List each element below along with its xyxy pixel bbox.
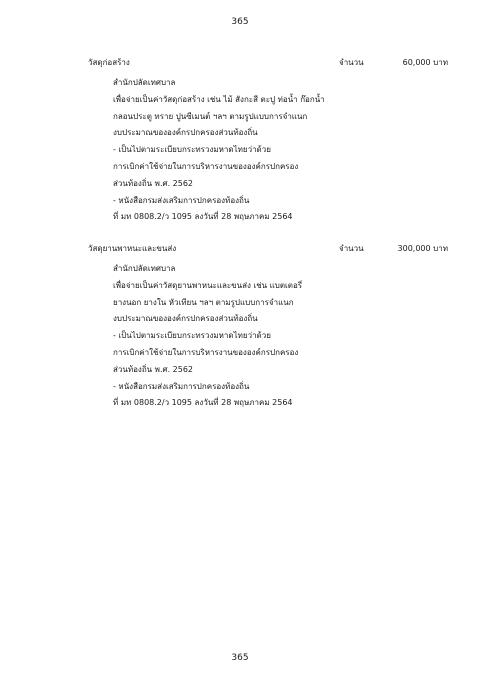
description-line: - หนังสือกรมส่งเสริมการปกครองท้องถิ่น <box>113 195 250 205</box>
description-line: เพื่อจ่ายเป็นค่าวัสดุก่อสร้าง เช่น ไม้ สังกะสี ตะปู ท่อน้ำ ก๊อกน้ำ <box>113 94 325 104</box>
description-line: เพื่อจ่ายเป็นค่าวัสดุยานพาหนะและขนส่ง เช่น แบตเตอรี่ <box>113 280 303 290</box>
description-line: งบประมาณขององค์กรปกครองส่วนท้องถิ่น <box>113 128 258 138</box>
item-amount: 60,000 บาท <box>402 58 448 67</box>
item-amount: 300,000 บาท <box>397 244 448 253</box>
budget-item-construction-materials <box>88 56 448 226</box>
description-line: ส่วนท้องถิ่น พ.ศ. 2562 <box>113 178 194 188</box>
description-line: ที่ มท 0808.2/ว 1095 ลงวันที่ 28 พฤษภาคม 2564 <box>113 212 293 222</box>
item-description <box>113 261 448 412</box>
description-line: สำนักปลัดเทศบาล <box>113 78 176 87</box>
page-number-top: 365 <box>231 17 249 27</box>
description-line: ที่ มท 0808.2/ว 1095 ลงวันที่ 28 พฤษภาคม 2564 <box>113 398 293 408</box>
item-title: วัสดุก่อสร้าง <box>88 58 130 67</box>
description-line: ส่วนท้องถิ่น พ.ศ. 2562 <box>113 364 194 374</box>
item-title: วัสดุยานพาหนะและขนส่ง <box>88 244 177 253</box>
item-header <box>88 242 448 256</box>
description-line: ยางนอก ยางใน หัวเทียน ฯลฯ ตามรูปแบบการจำแนก <box>113 297 294 307</box>
description-line: สำนักปลัดเทศบาล <box>113 264 176 273</box>
description-line: - เป็นไปตามระเบียบกระทรวงมหาดไทยว่าด้วย <box>113 145 271 155</box>
description-line: การเบิกค่าใช้จ่ายในการบริหารงานขององค์กรปกครอง <box>113 161 299 171</box>
description-line: - เป็นไปตามระเบียบกระทรวงมหาดไทยว่าด้วย <box>113 331 271 341</box>
item-description <box>113 75 448 226</box>
item-header <box>88 56 448 70</box>
description-line: การเบิกค่าใช้จ่ายในการบริหารงานขององค์กรปกครอง <box>113 347 299 357</box>
quantity-label: จำนวน <box>339 244 364 253</box>
page-number-bottom: 365 <box>231 653 249 663</box>
quantity-label: จำนวน <box>339 58 364 67</box>
description-line: กลอนประตู ทราย ปูนซีเมนต์ ฯลฯ ตามรูปแบบการจำแนก <box>113 111 308 121</box>
description-line: งบประมาณขององค์กรปกครองส่วนท้องถิ่น <box>113 314 258 324</box>
budget-item-vehicle-materials <box>88 242 448 412</box>
description-line: - หนังสือกรมส่งเสริมการปกครองท้องถิ่น <box>113 381 250 391</box>
